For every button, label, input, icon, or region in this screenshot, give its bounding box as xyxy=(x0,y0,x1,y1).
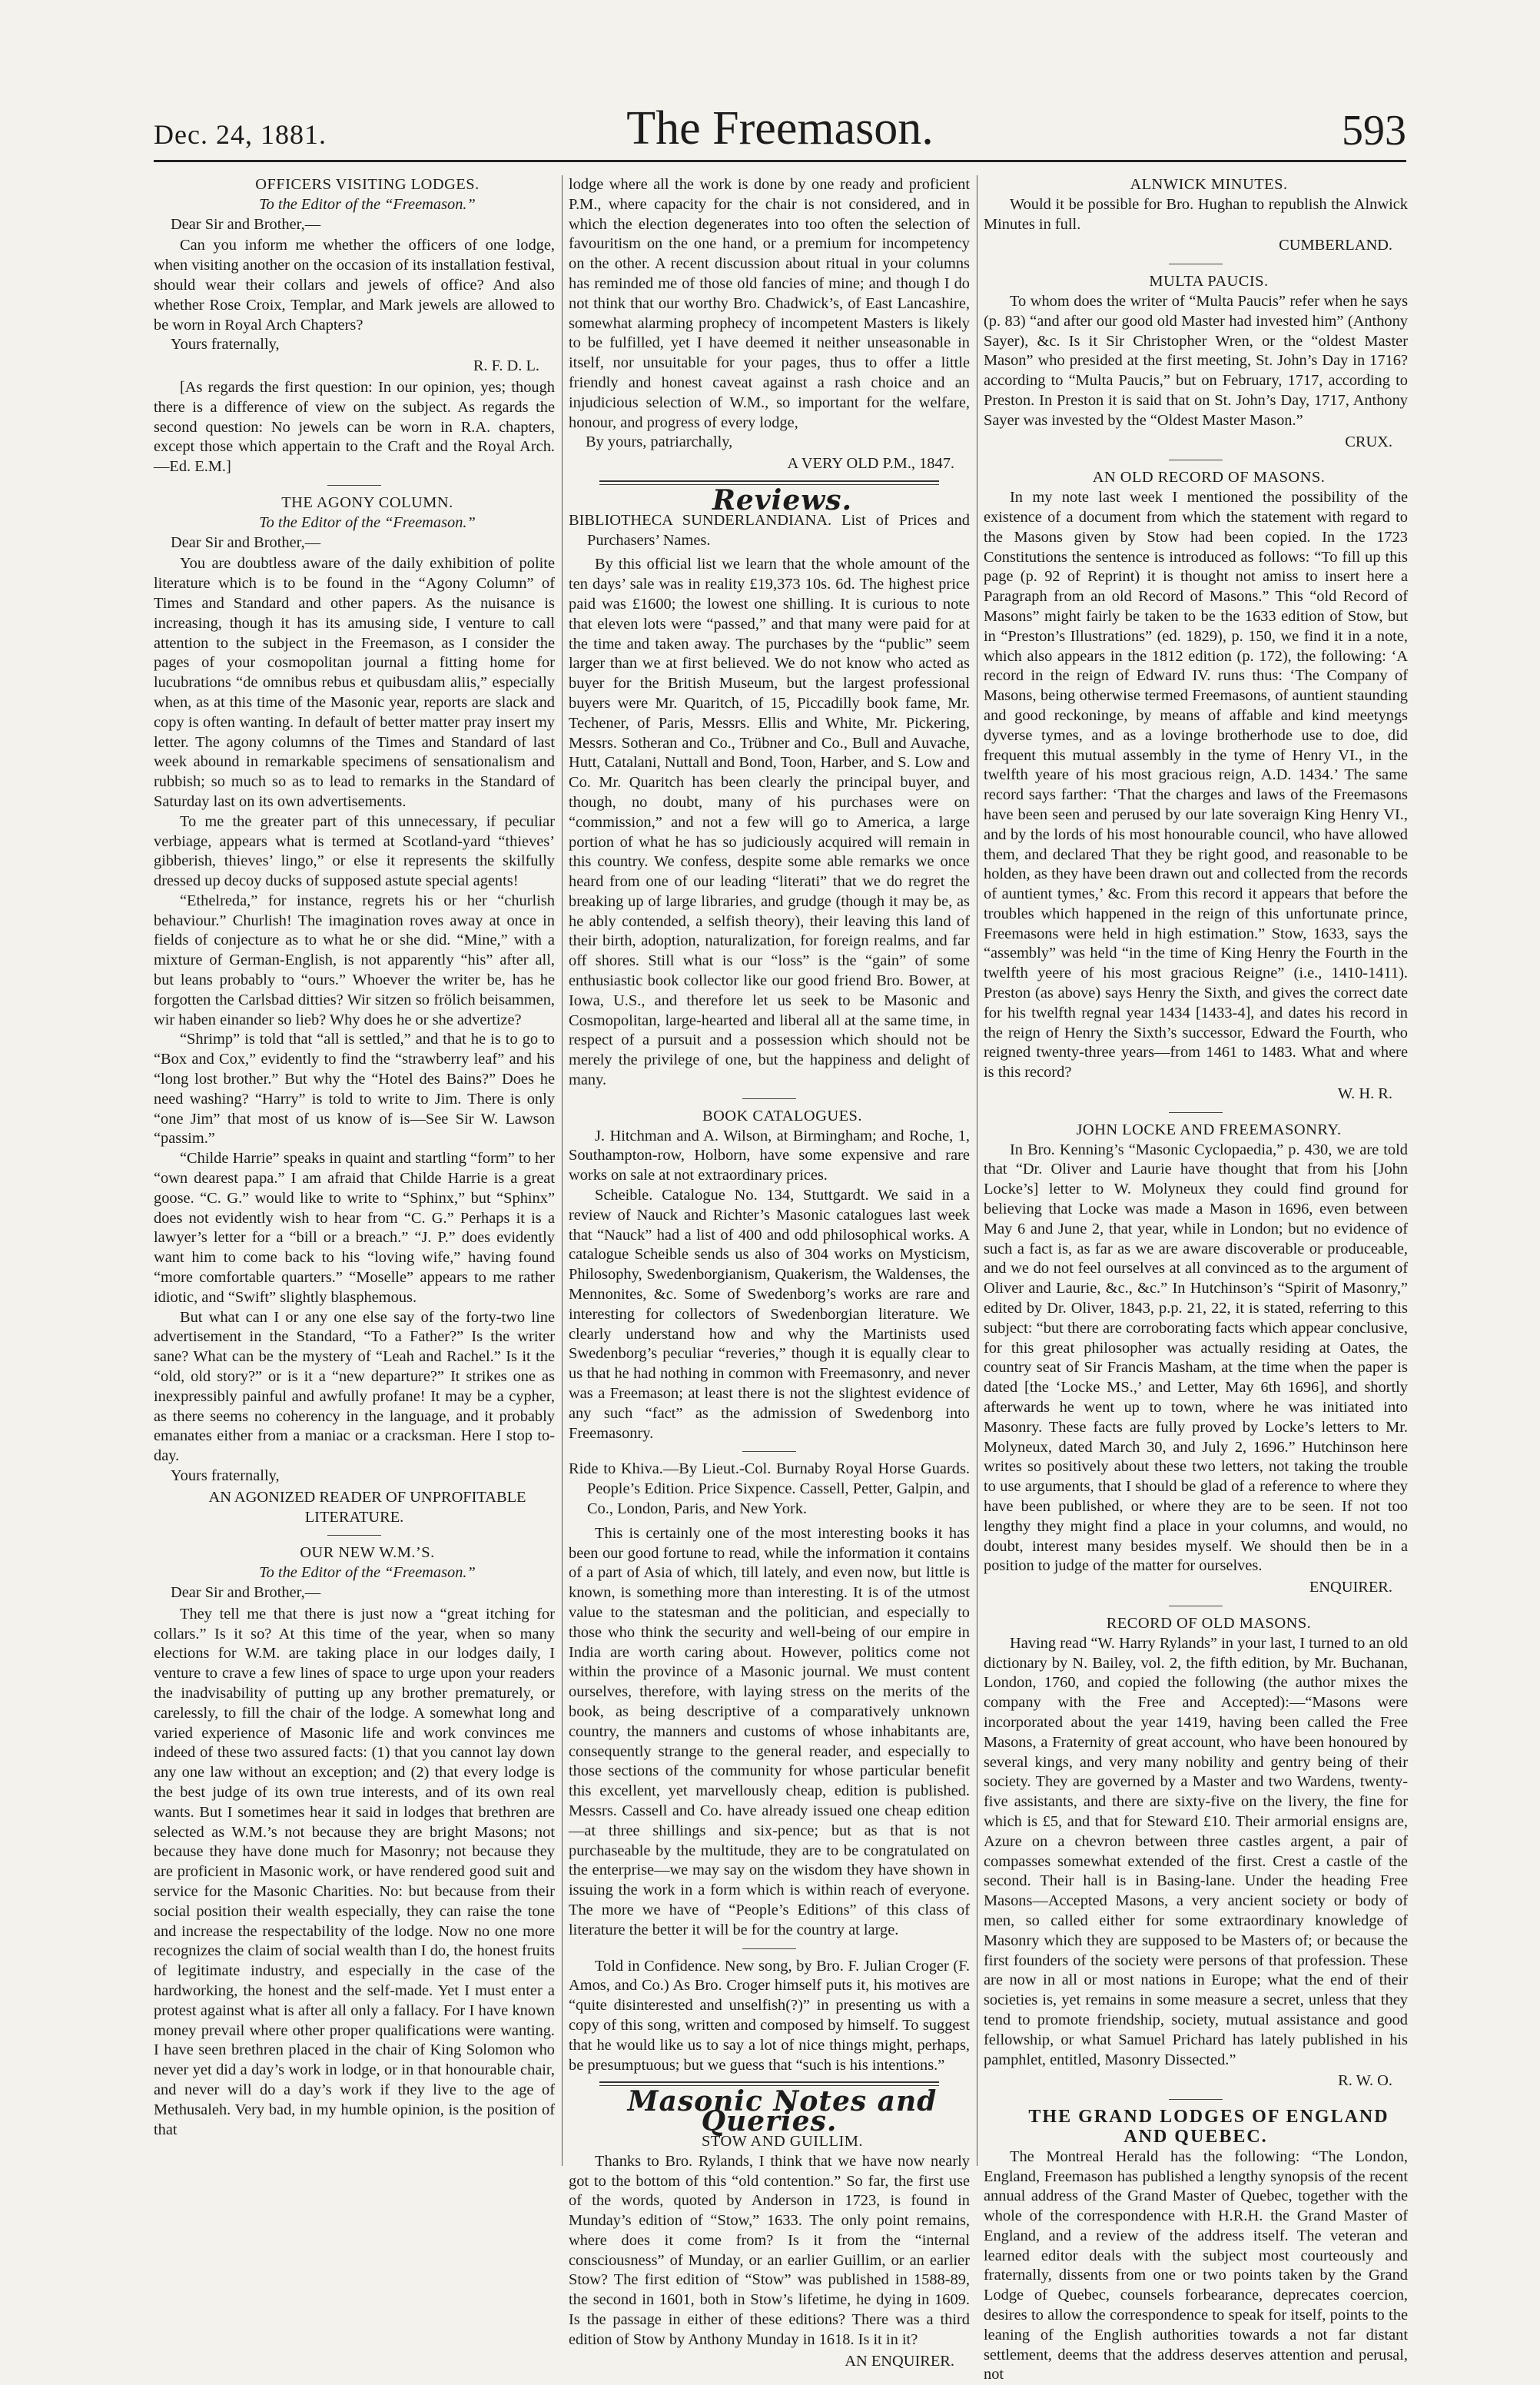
query-old-record-of-masons xyxy=(984,468,1408,1104)
letter-salutation: Dear Sir and Brother,— xyxy=(171,215,321,233)
column-3 xyxy=(984,175,1408,2383)
article-officers-visiting-lodges xyxy=(154,175,555,477)
section-heading-reviews: Reviews. xyxy=(712,483,853,517)
section-rule xyxy=(327,1535,381,1536)
review-paragraph: Told in Confidence. New song, by Bro. F. Julian Croger (F. Amos, and Co.) As Bro. Croger himself puts it, his motives are “quite disinterested and unselfish(?)” in presenting us with a copy of this song, written and composed by himself. To suggest that he would like us to say a lot of nice things might, perhaps, be presumptuous; but we guess that “such is his intentions.” xyxy=(569,1957,970,2074)
article-grand-lodges xyxy=(984,2108,1408,2385)
letter-closing: Yours fraternally, xyxy=(171,336,280,354)
review-bibliotheca-body xyxy=(569,555,970,1091)
query-signature: ENQUIRER. xyxy=(1309,1579,1392,1596)
page-header xyxy=(154,101,1406,162)
query-paragraph: Thanks to Bro. Rylands, I think that we have now nearly got to the bottom of this “old contention.” So far, the first use of the words, quoted by Anderson in 1723, is found in Munday’s edition of “Stow,” 1633. The only point remains, where does it come from? Is it from the “internal consciousness” of Munday, or an earlier Guillim, or an earlier Stow? The first edition of “Stow” was published in 1588-89, the second in 1601, both in Stow’s lifetime, he dying in 1609. Is the passage in either of these editions? There was a third edition of Stow by Anthony Munday in 1618. Is it in it? xyxy=(569,2152,970,2348)
review-ride-to-khiva-body xyxy=(569,1524,970,1941)
query-paragraph: In Bro. Kenning’s “Masonic Cyclopaedia,” p. 430, we are told that “Dr. Oliver and Laurie have thought that from his [John Locke’s] letter to W. Molyneux they could find ground for believing that Locke was made a Mason in 1696, even between May 6 and June 2, that year, while in London; but no evidence of such a fact is, as far as we are aware discoverable or produceable, and we do not feel ourselves at all convinced as to the argument of Oliver and Laurie, &c., &c.” In Hutchinson’s “Spirit of Masonry,” edited by Dr. Oliver, 1843, p.p. 21, 22, it is stated, referring to this subject: “but there are corroborating facts which appear conclusive, for this great philosopher was actually residing at Oates, the country seat of Sir Francis Masham, at the time when the paper is dated [the ‘Locke MS.,’ and Letter, May 6th 1696], and shortly afterwards he went up to town, where he was initiated into Masonry. These facts are fully proved by Locke’s letters to Mr. Molyneux, dated March 30, and July 2, 1696.” Hutchinson here writes so positively about these two letters, not taking the trouble to use arguments, that I should be glad of a reference to where they have been published, or where they are to be seen. If not too lengthy they might find a place in your columns, and would, no doubt, interest many besides myself. We should then be in a position to judge of the matter for ourselves. xyxy=(984,1141,1408,1575)
query-paragraph: Would it be possible for Bro. Hughan to republish the Alnwick Minutes in full. xyxy=(984,195,1408,233)
review-ride-to-khiva xyxy=(569,1460,970,1519)
query-john-locke xyxy=(984,1121,1408,1598)
query-multa-paucis xyxy=(984,272,1408,452)
review-book-catalogues xyxy=(569,1107,970,1444)
review-paragraph: Scheible. Catalogue No. 134, Stuttgardt. We said in a review of Nauck and Richter’s Masonic catalogues last week that “Nauck” had a list of 400 and odd philosophical works. A catalogue Scheible sends us also of 304 works on Mysticism, Philosophy, Swedenborgianism, Quakerism, the Waldenses, the Mennonites, &c. Some of Swedenborg’s works are rare and interesting for collectors of Swedenborgian literature. We clearly understand how and why the Martinists used Swedenborg’s peculiar “reveries,” though it is equally clear to us that he had nothing in common with Freemasonry, and never was a Freemason; at least there is not the slightest evidence of any such “fact” as the admission of Swedenborg into Freemasonry. xyxy=(569,1187,970,1442)
review-paragraph: J. Hitchman and A. Wilson, at Birmingham; and Roche, 1, Southampton-row, Holborn, have some expensive and rare works on sale at not extraordinary prices. xyxy=(569,1127,970,1184)
article-agony-column xyxy=(154,493,555,1527)
review-title: BIBLIOTHECA SUNDERLANDIANA. List of Prices and Purchasers’ Names. xyxy=(569,511,970,549)
query-signature: AN ENQUIRER. xyxy=(845,2352,954,2370)
letter-paragraph: “Shrimp” is told that “all is settled,” and that he is to go to “Box and Cox,” evidently to find the “strawberry leaf” and his “long lost brother.” But why the “Hotel des Bains?” Does he need washing? “Harry” is told to write to Jim. There is only “one Jim” that most of us know of is—See Sir W. Lawson “passim.” xyxy=(154,1031,555,1148)
review-bibliotheca xyxy=(569,511,970,551)
editor-note: [As regards the first question: In our opinion, yes; though there is a difference of view on the subject. As regards the second question: No jewels can be worn in R.A. chapters, except those which appertain to the Craft and the Royal Arch.—Ed. E.M.] xyxy=(154,378,555,476)
query-title: AN OLD RECORD OF MASONS. xyxy=(1092,469,1326,487)
query-signature: W. H. R. xyxy=(1337,1085,1392,1103)
letter-paragraph: Can you inform me whether the officers of one lodge, when visiting another on the occasion of its installation festival, should wear their collars and jewels of office? And also whether Rose Croix, Templar, and Mark jewels are allowed to be worn in Royal Arch Chapters? xyxy=(154,237,555,334)
query-paragraph: To whom does the writer of “Multa Paucis” refer when he says (p. 83) “and after our good old Master had invested him” (Anthony Sayer), &c. Is it Sir Christopher Wren, or the “oldest Master Mason” who presided at the first meeting, St. John’s Day in 1716? according to “Multa Paucis,” but on February, 1717, according to Preston. In Preston it is said that on St. John’s Day, 1717, Anthony Sayer was invested by the “Oldest Master Mason.” xyxy=(984,292,1408,429)
letter-paragraph: lodge where all the work is done by one ready and proficient P.M., where capacity for the chair is not considered, and in which the election degenerates into too often the selection of favouritism on the one hand, or a premium for incompetency on the other. A recent discussion about ritual in your columns has reminded me of those old fancies of mine; and though I do not think that our worthy Bro. Chadwick’s, of East Lancashire, somewhat alarming prophecy of incompetent Masters is likely to be fulfilled, yet I have deemed it neither unseasonable in itself, nor unsuitable for your pages, thus to offer a little friendly and honest caveat against a rash choice and an injudicious selection of W.M., so important for the welfare, honour, and progress of every lodge, xyxy=(569,176,970,431)
review-told-in-confidence xyxy=(569,1957,970,2076)
letter-signature: A VERY OLD P.M., 1847. xyxy=(787,455,954,473)
section-rule xyxy=(1169,1112,1223,1113)
letter-salutation: Dear Sir and Brother,— xyxy=(171,533,321,551)
query-title: STOW AND GUILLIM. xyxy=(702,2132,863,2150)
section-heading-notes-queries: Masonic Notes and Queries. xyxy=(627,2085,938,2138)
letter-closing: Yours fraternally, xyxy=(171,1467,280,1484)
letter-paragraph: “Childe Harrie” speaks in quaint and startling “form” to her “own dearest papa.” I am afraid that Childe Harrie is a great goose. “C. G.” would like to write to “Sphinx,” but “Sphinx” does not evidently wish to hear from “C. G.” Perhaps it is a lawyer’s letter for a “bill or a breach.” “J. P.” does evidently want him to come back to his “loving wife,” having found “more comfortable quarters.” “Moselle” appears to me rather idiotic, and “Swift” slightly blasphemous. xyxy=(154,1150,555,1306)
letter-address: To the Editor of the “Freemason.” xyxy=(259,513,476,531)
query-signature: CUMBERLAND. xyxy=(1279,237,1392,254)
article-title: THE GRAND LODGES OF ENGLAND AND QUEBEC. xyxy=(1028,2107,1389,2147)
letter-paragraph: “Ethelreda,” for instance, regrets his or her “churlish behaviour.” Churlish! The imagination roves away at once in fields of conjecture as to what he or she did. “Mine,” with a mixture of German-English, is not apparently “his” after all, but leans probably to “ours.” Whoever the writer be, has he forgotten the Carlsbad ditties? Wir sitzen so frölich beisammen, wir haben einander so lieb? Why does he or she advertize? xyxy=(154,892,555,1028)
review-title: BOOK CATALOGUES. xyxy=(702,1107,862,1124)
query-title: ALNWICK MINUTES. xyxy=(1130,176,1288,193)
query-alnwick-minutes xyxy=(984,175,1408,256)
letter-salutation: Dear Sir and Brother,— xyxy=(171,1583,321,1601)
page-number: 593 xyxy=(1342,107,1406,154)
article-our-new-wms xyxy=(154,1543,555,2140)
masthead-title: The Freemason. xyxy=(626,102,934,154)
query-paragraph: In my note last week I mentioned the possibility of the existence of a document from which the statement with regard to the Masons given by Stow had been copied. In the 1723 Constitutions the sentence is introduced as follows: “To fill up this page (p. 92 of Reprint) it is thought not amiss to insert here a Paragraph from an old Record of Masons.” This “old Record of Masons” might fairly be taken to be the 1633 edition of Stow, but in “Preston’s Illustrations” (ed. 1829), p. 150, we find it in a note, which also appears in the 1812 edition (p. 172), the following: ‘A record in the reign of Edward IV. runs thus: ‘The Company of Masons, being otherwise termed Freemasons, of auntient staunding and good reckoninge, by means of affable and kind meetyngs dyverse tymes, and as a lovinge brotherhode use to doe, did frequent this mutual assembly in the tyme of Henry VI., in the twelfth yeare of his most gracious reign, A.D. 1434.’ The same record says farther: ‘That the charges and laws of the Freemasons have been seen and perused by our late soveraign King Henry VI., and by the lords of his most honourable council, who have allowed them, and declared That they be right good, and reasonable to be holden, as they have been drawn out and collected from the records of auntient tymes,’ &c. From this record it appears that before the troubles which happened in the reign of this unfortunate prince, Freemasons were held in high estimation.” Stow, 1633, says the “assembly” was held “in the time of King Henry the Fourth in the twelfth yeere of his most gracious Reigne” (i.e., 1410-1411). Preston (as above) says Henry the Sixth, and gives the correct date for his twelfth regnal year 1434 [1433-4], and dates his record in the reign of Henry the Sixth’s successor, Edward the Fourth, who reigned twenty-three years—from 1461 to 1483. What and where is this record? xyxy=(984,489,1408,1081)
article-title: OFFICERS VISITING LODGES. xyxy=(255,176,480,193)
review-paragraph: This is certainly one of the most interesting books it has been our good fortune to read, while the information it contains of a part of Asia of which, till lately, and even now, but little is known, is something more than interesting. It is of the utmost value to the statesman and the politician, and especially to those who think the security and well-being of our empire in India are worth caring about. However, politics come not within the province of a Masonic journal. We must content ourselves, therefore, with laying stress on the merits of the book, as being descriptive of a comparatively unknown country, the manners and customs of whose inhabitants are, consequently strange to the general reader, and especially to those sections of the community for whose particular benefit this excellent, yet marvellously cheap, edition is published. Messrs. Cassell and Co. have already issued one cheap edition—at three shillings and six-pence; but as that is not purchaseable by the multitude, they are to be congratulated on the enterprise—we may say on the wisdom they have shown in issuing the work in a form which is within reach of everyone. The more we have of “People’s Editions” of this class of literature the better it will be for the country at large. xyxy=(569,1524,970,1938)
column-2 xyxy=(569,175,970,2370)
query-record-of-old-masons xyxy=(984,1614,1408,2091)
review-title: Ride to Khiva.—By Lieut.-Col. Burnaby Royal Horse Guards. People’s Edition. Price Sixpence. Cassell, Petter, Galpin, and Co., London, Paris, and New York. xyxy=(569,1460,970,1517)
letter-address: To the Editor of the “Freemason.” xyxy=(259,195,476,213)
letter-signature: AN AGONIZED READER OF UNPROFITABLE LITERATURE. xyxy=(208,1488,526,1526)
letter-signature: R. F. D. L. xyxy=(473,357,539,375)
review-paragraph: By this official list we learn that the whole amount of the ten days’ sale was in reality £19,373 10s. 6d. The highest price paid was £1600; the lowest one shilling. It is curious to note that eleven lots were “passed,” and that many were paid for at the time and taken away. The purchases by the “public” seem larger than we at first believed. We do not know who acted as buyer for the British Museum, but the largest professional buyers were Mr. Quaritch, of 15, Piccadilly book fame, Mr. Techener, of Paris, Messrs. Ellis and White, Mr. Pickering, Messrs. Sotheran and Co., Trübner and Co., Bull and Auvache, Hutt, Catalani, Nuttall and Bond, Toon, Harber, and S. Low and Co. Mr. Quaritch has been clearly the principal buyer, and though, no doubt, many of his purchases were on “commission,” and not a few will go to America, a large portion of what he has so judiciously acquired will remain in this country. We confess, despite some able remarks we once heard from one of our leading “literati” that we do regret the breaking up of large libraries, and grudge (though it may be, as he ably contended, a selfish theory), their leaving this land of their birth, adoption, naturalization, for foreign realms, and far off shores. Still what is our “loss” is the “gain” of some enthusiastic book collector like our good friend Bro. Bower, at Iowa, U.S., and therefore let us seek to be Masonic and Cosmopolitan, large-hearted and liberal all at the same time, in respect of a pursuit and a possession which should not be merely the privilege of one, but the happiness and delight of many. xyxy=(569,556,970,1089)
article-our-new-wms-continued xyxy=(569,175,970,474)
query-paragraph: Having read “W. Harry Rylands” in your last, I turned to an old dictionary by N. Bailey, vol. 2, the fifth edition, by Mr. Buchanan, London, 1760, and copied the following (the author mixes the company with the Free and Accepted):—“Masons were incorporated about the year 1419, having been called the Free Masons, a Fraternity of great account, who have been honoured by several kings, and very many nobility and gentry being of their society. They are governed by a Master and two Wardens, twenty-five assistants, and there are sixty-five on the livery, the fine for which is £5, and that for Steward £10. Their armorial ensigns are, Azure on a chevron between three castles argent, a pair of compasses somewhat extended of the first. Crest a castle of the second. Their hall is in Basing-lane. Under the heading Free Masons—Accepted Masons, a very ancient society or body of men, so called either for some extraordinary knowledge of Masonry which they are supposed to be Masters of; or because the first founders of the society were persons of that profession. These are now in all or most nations in Europe; what the end of their societies is, yet remains in some measure a secret, unless that they tend to promote friendship, society, mutual assistance and good fellowship, or what Samuel Prichard has lately published in his pamphlet, entitled, Masonry Dissected.” xyxy=(984,1634,1408,2068)
column-1 xyxy=(154,175,555,2166)
query-title: MULTA PAUCIS. xyxy=(1149,273,1269,291)
letter-paragraph: You are doubtless aware of the daily exhibition of polite literature which is to be found in the “Agony Column” of Times and Standard and other papers. As the nuisance is increasing, though it has its amusing side, I venture to call attention to the subject in the Freemason, as I consider the pages of your cosmopolitan journal a fitting home for lucubrations “de omnibus rebus et quibusdam aliis,” especially when, as at this time of the Masonic year, reports are slack and copy is often wanting. In default of better matter pray insert my letter. The agony columns of the Times and Standard of last week abound in remarkable specimens of sensationalism and rubbish; so much so as to lead to remarks in the Standard of Saturday last on its own advertisements. xyxy=(154,555,555,810)
query-signature: CRUX. xyxy=(1345,433,1392,450)
section-rule xyxy=(1169,2099,1223,2100)
query-signature: R. W. O. xyxy=(1338,2072,1392,2090)
section-rule xyxy=(742,1948,796,1949)
section-rule xyxy=(327,485,381,486)
letter-address: To the Editor of the “Freemason.” xyxy=(259,1564,476,1582)
section-rule xyxy=(742,1451,796,1452)
query-title: RECORD OF OLD MASONS. xyxy=(1106,1614,1312,1632)
query-stow-and-guillim xyxy=(569,2132,970,2372)
column-divider xyxy=(562,175,563,2166)
article-title: THE AGONY COLUMN. xyxy=(281,493,453,511)
letter-paragraph: They tell me that there is just now a “great itching for collars.” Is it so? At this time of the year, when so many elections for W.M. are taking place in our lodges daily, I venture to crave a few lines of space to urge upon your readers the inadvisability of putting up any brother prematurely, or carelessly, to fill the chair of the lodge. A somewhat long and varied experience of Masonic life and work convinces me indeed of these two assured facts: (1) that you cannot lay down any one law without an exception; and (2) that every lodge is the best judge of its own true interests, and of its own real wants. But I sometimes hear it said in lodges that brethren are selected as W.M.’s not because they are bright Masons; not because they have done much for Masonry; not because they are proficient in Masonic work, or have rendered good suit and service for the Masonic Charities. No: but because from their social position their wealth especially, they can raise the tone and increase the respectability of the lodge. Now no one more recognizes the claim of social wealth than I do, the honest fruits of legitimate industry, and especially in the case of the hardworking, the honest and the self-made. Yet I must enter a protest against what is after all only a fallacy. For I have known money prevail where other proper qualifications were wanting. I have seen brethren placed in the chair of King Solomon who never yet did a day’s work in lodge, or in that honourable chair, and never will do a day’s work if they live to the age of Methusaleh. Very bad, in my humble opinion, is the position of that xyxy=(154,1605,555,2138)
article-title: OUR NEW W.M.’S. xyxy=(300,1544,435,1562)
letter-closing: By yours, patriarchally, xyxy=(586,433,733,451)
query-title: JOHN LOCKE AND FREEMASONRY. xyxy=(1076,1121,1342,1138)
section-rule xyxy=(742,1098,796,1099)
letter-paragraph: To me the greater part of this unnecessary, if peculiar verbiage, appears what is termed at Scotland-yard “thieves’ gibberish, thieves’ lingo,” or else it represents the skilfully dressed up decoy ducks of supposed astute special agents! xyxy=(154,812,555,890)
issue-date: Dec. 24, 1881. xyxy=(154,119,327,150)
article-paragraph: The Montreal Herald has the following: “The London, England, Freemason has published a lengthy synopsis of the recent annual address of the Grand Master of Quebec, together with the whole of the correspondence with H.R.H. the Grand Master of England, and a review of the address itself. The veteran and learned editor deals with the subject most courteously and fraternally, dissents from one or two points taken by the Grand Lodge of Quebec, counsels forbearance, deprecates coercion, desires to allow the correspondence to speak for itself, points to the leaning of the English authorities towards a not far distant settlement, deems that the address deserves attention and perusal, not xyxy=(984,2147,1408,2383)
letter-paragraph: But what can I or any one else say of the forty-two line advertisement in the Standard, “To a Father?” Is the writer sane? What can be the mystery of “Leah and Rachel.” Is it the “old, old story?” or is it a “new departure?” It strikes one as inexpressibly painful and awfully profane! It may be a cypher, as there seems no coherency in the language, and it probably emanates either from a maniac or a cracksman. Here I stop to-day. xyxy=(154,1308,555,1465)
